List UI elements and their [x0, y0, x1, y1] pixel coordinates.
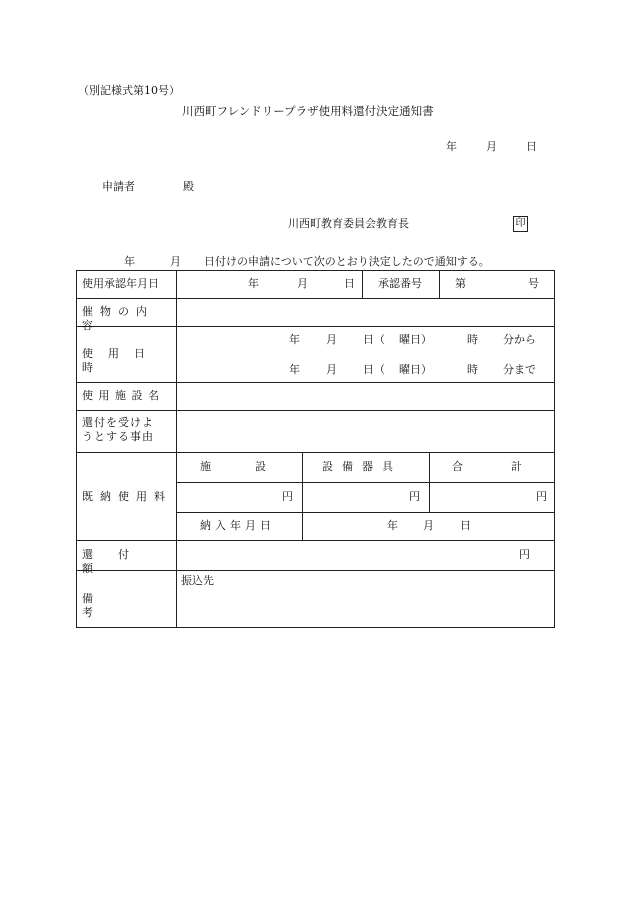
event-content-label — [82, 305, 168, 333]
usage-to-minute: 分まで — [503, 363, 536, 376]
approval-day: 日 — [344, 277, 355, 290]
paid-header-facility — [200, 460, 310, 474]
usage-from-hour: 時 — [467, 333, 478, 346]
date-year: 年 — [446, 140, 457, 153]
row-line — [76, 298, 555, 299]
payment-date-label — [200, 519, 275, 533]
approval-number-prefix: 第 — [455, 277, 466, 290]
date-month: 月 — [486, 140, 497, 153]
cell-divider — [362, 270, 363, 298]
table-border-right — [554, 270, 555, 628]
label-column-divider — [176, 270, 177, 628]
row-line — [176, 512, 555, 513]
table-border-bottom — [76, 627, 555, 628]
approval-number-suffix: 号 — [528, 277, 539, 290]
paid-header-facility-text: 施設 — [200, 460, 310, 473]
facility-name-label — [82, 389, 172, 403]
approval-month: 月 — [297, 277, 308, 290]
paid-facility-yen: 円 — [282, 490, 293, 503]
paid-header-total — [452, 460, 570, 474]
payment-month: 月 — [423, 519, 434, 532]
refund-reason-label — [82, 416, 172, 444]
remarks-label — [82, 592, 172, 620]
usage-to-weekday: 曜日） — [399, 363, 432, 376]
paid-equipment-yen: 円 — [409, 490, 420, 503]
table-border-left — [76, 270, 77, 628]
paid-header-total-text: 合計 — [452, 460, 570, 473]
intro-text: 日付けの申請について次のとおり決定したので通知する。 — [204, 255, 490, 268]
date-day: 日 — [526, 140, 537, 153]
intro-month: 月 — [170, 255, 181, 268]
row-line — [76, 382, 555, 383]
refund-reason-label-line1: 還付を受けよ — [82, 416, 154, 429]
intro-sentence — [124, 255, 490, 269]
payment-year: 年 — [387, 519, 398, 532]
approval-year: 年 — [248, 277, 259, 290]
document-title: 川西町フレンドリープラザ使用料還付決定通知書 — [182, 104, 434, 118]
refund-reason-label-line2: うとする事由 — [82, 430, 154, 443]
usage-to-month: 月 — [326, 363, 337, 376]
row-line — [76, 540, 555, 541]
applicant-honorific: 殿 — [183, 180, 194, 193]
usage-from-month: 月 — [326, 333, 337, 346]
cell-divider — [439, 270, 440, 298]
row-line — [76, 410, 555, 411]
paid-total-yen: 円 — [536, 490, 547, 503]
payment-day: 日 — [460, 519, 471, 532]
intro-year: 年 — [124, 255, 135, 268]
usage-to-year: 年 — [289, 363, 300, 376]
refund-amount-label — [82, 548, 172, 576]
issuer-name: 川西町教育委員会教育長 — [288, 217, 409, 230]
paid-header-equipment-text: 設備器具 — [322, 460, 402, 473]
usage-datetime-label-text: 使用日時 — [82, 347, 160, 374]
seal-mark: 印 — [513, 216, 528, 232]
cell-divider — [429, 452, 430, 512]
table-border-top — [76, 270, 555, 271]
remarks-label-text: 備考 — [82, 592, 155, 619]
usage-to-day: 日（ — [363, 363, 385, 376]
approval-number-label: 承認番号 — [378, 277, 422, 290]
refund-amount-yen: 円 — [519, 548, 530, 561]
usage-to-hour: 時 — [467, 363, 478, 376]
paid-fee-label-text: 既納使用料 — [82, 490, 172, 503]
facility-name-label-text: 使用施設名 — [82, 389, 165, 402]
usage-from-day: 日（ — [363, 333, 385, 346]
payment-date-label-text: 納入年月日 — [200, 519, 275, 532]
form-number-label: （別記様式第10号） — [78, 84, 180, 97]
notice-date — [446, 140, 537, 154]
usage-datetime-label — [82, 347, 168, 375]
row-line — [176, 482, 555, 483]
usage-from-weekday: 曜日） — [399, 333, 432, 346]
refund-amount-label-text: 還付額 — [82, 548, 154, 575]
event-content-label-text: 催物の内容 — [82, 305, 154, 332]
applicant-label: 申請者 — [102, 180, 135, 193]
approval-date-label: 使用承認年月日 — [82, 277, 159, 290]
row-line — [76, 452, 555, 453]
remarks-value: 振込先 — [181, 574, 214, 587]
usage-from-year: 年 — [289, 333, 300, 346]
usage-from-minute: 分から — [503, 333, 536, 346]
paid-header-equipment — [322, 460, 402, 474]
paid-fee-label — [82, 490, 172, 504]
